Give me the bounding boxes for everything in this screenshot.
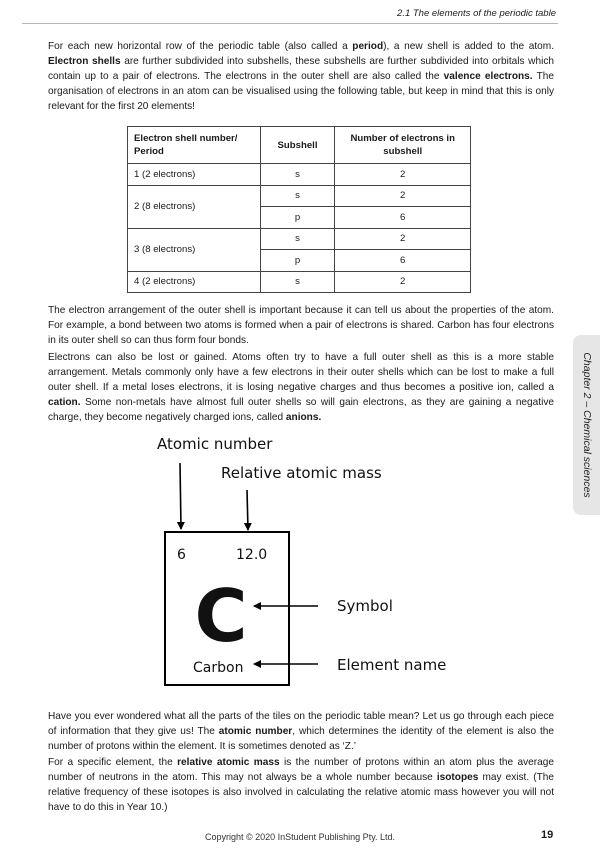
chapter-side-tab xyxy=(573,335,600,515)
tile-element-name: Carbon xyxy=(193,660,244,676)
count-cell: 6 xyxy=(335,207,471,229)
paragraph-tile-parts: Have you ever wondered what all the parts of the tiles on the periodic table mean? Let us go through each piece of information that they give us! The atomic number, which determines the identity of the element is also the number of protons within the element. It is sometimes denoted as ‘Z.’ xyxy=(48,711,555,752)
tile-relative-mass: 12.0 xyxy=(236,547,268,563)
count-cell: 2 xyxy=(335,164,471,186)
table-row xyxy=(128,228,471,250)
table-header-subshell: Subshell xyxy=(260,127,335,164)
tile-atomic-number: 6 xyxy=(177,547,186,563)
paragraph-ions: Electrons can also be lost or gained. Atoms often try to have a full outer shell as this is a more stable arrangement. Metals commonly only have a few electrons in their outer shells which can be lost to make a full outer shell. If a metal loses electrons, it is losing negative charges and thus becomes a positive ion, called a cation. Some non-metals have almost full outer shells so will gain electrons, as they are gaining a negative charge, they become negatively charged ions, called anions. xyxy=(48,352,554,423)
section-title: 2.1 The elements of the periodic table xyxy=(397,8,556,19)
subshell-cell: s xyxy=(260,228,335,250)
element-tile-diagram xyxy=(0,428,600,698)
chapter-side-tab-label: Chapter 2 – Chemical sciences xyxy=(580,352,593,498)
paragraph-outer-shell: The electron arrangement of the outer shell is important because it can tell us about the properties of the atom. For example, a bond between two atoms is formed when a pair of electrons is shared. Carbon has four electrons in its outer shell so can thus form four bonds. xyxy=(48,305,554,346)
subshell-cell: s xyxy=(260,185,335,207)
footer-copyright: Copyright © 2020 InStudent Publishing Pty. Ltd. xyxy=(204,832,396,842)
atomic-number-arrow xyxy=(180,463,181,529)
table-row xyxy=(128,164,471,186)
period-cell: 4 (2 electrons) xyxy=(128,271,261,293)
count-cell: 6 xyxy=(335,250,471,272)
period-cell: 3 (8 electrons) xyxy=(128,228,261,271)
table-row xyxy=(128,185,471,207)
running-header xyxy=(22,8,558,24)
subshell-cell: s xyxy=(260,164,335,186)
relative-mass-arrow xyxy=(247,490,248,530)
relative-mass-label: Relative atomic mass xyxy=(221,464,382,482)
symbol-label: Symbol xyxy=(337,597,393,615)
page-number: 19 xyxy=(541,829,554,841)
period-cell: 2 (8 electrons) xyxy=(128,185,261,228)
table-row xyxy=(128,271,471,293)
atomic-number-label: Atomic number xyxy=(157,435,273,453)
tile-symbol: C xyxy=(194,574,248,658)
paragraph-shells: For each new horizontal row of the periodic table (also called a period), a new shell is added to the atom. Electron shells are further subdivided into subshells, these subshells are further subdivided into orbitals which contain up to a pair of electrons. The electrons in the outer shell are also called the valence electrons. The organisation of electrons in an atom can be visualised using the following table, but keep in mind that this is only relevant for the first 20 elements! xyxy=(48,41,555,112)
table-header-count: Number of electrons in subshell xyxy=(335,127,471,164)
subshell-cell: p xyxy=(260,207,335,229)
count-cell: 2 xyxy=(335,271,471,293)
element-name-label: Element name xyxy=(337,656,447,674)
period-cell: 1 (2 electrons) xyxy=(128,164,261,186)
electron-shell-table xyxy=(127,126,471,293)
subshell-cell: p xyxy=(260,250,335,272)
subshell-cell: s xyxy=(260,271,335,293)
count-cell: 2 xyxy=(335,185,471,207)
table-header-period: Electron shell number/ Period xyxy=(128,127,261,164)
count-cell: 2 xyxy=(335,228,471,250)
paragraph-relative-mass: For a specific element, the relative atomic mass is the number of protons within an atom plus the average number of neutrons in the atom. This may not always be a whole number because isotopes may exist. (The relative frequency of these isotopes is also involved in calculating the relative atomic mass however you will not have to do this in Year 10.) xyxy=(48,757,555,813)
